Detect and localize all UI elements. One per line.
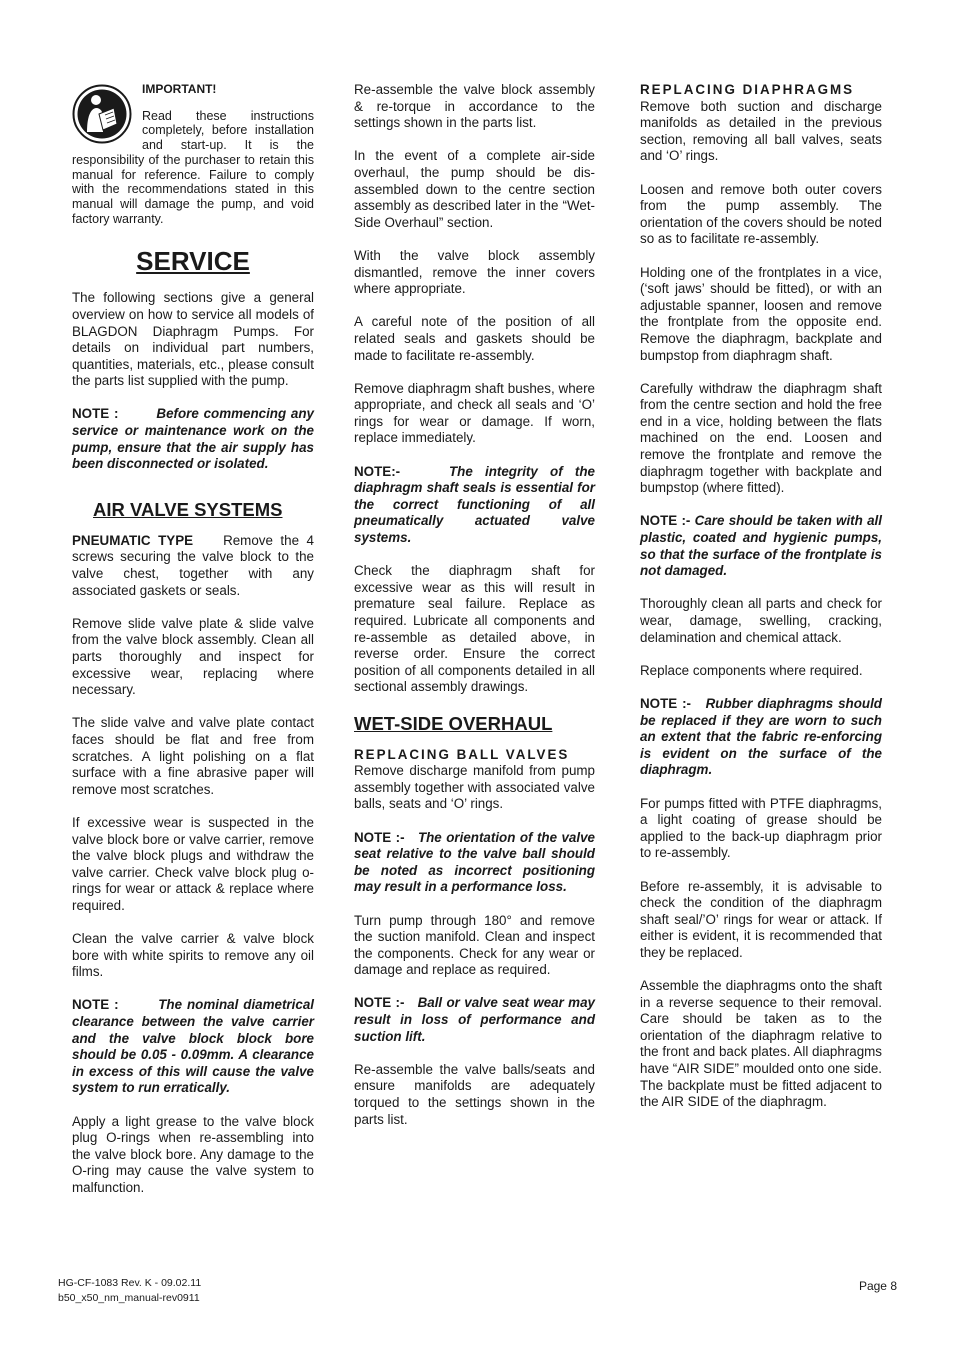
important-title: IMPORTANT!: [142, 82, 217, 96]
note-label: NOTE :: [72, 997, 119, 1013]
note-label: NOTE :-: [354, 829, 405, 845]
note-label: NOTE:-: [354, 463, 401, 479]
section-title-wet-side: WET-SIDE OVERHAUL: [354, 712, 553, 734]
column-middle: [354, 82, 595, 1145]
service-note: [72, 406, 314, 472]
diaphragms-p7: For pumps fitted with PTFE diaphragms, a light coating of grease should be applied to the back-up diaphragm prior to re-assembly.: [640, 795, 882, 861]
service-intro: The following sections give a general overview on how to service all models of BLAGDON Diaphragm Pumps. For details on individual part numbers, quantities, materials, etc., please consult the parts list supplied with the pump.: [72, 290, 314, 389]
air-valve-p7: Re-assemble the valve block assembly & re-torque in accordance to the settings shown in the parts list.: [354, 82, 595, 131]
read-manual-icon: [72, 84, 132, 144]
diaphragms-p3: Holding one of the frontplates in a vice, (‘soft jaws’ should be fitted), or with an adjustable spanner, loosen and remove the frontplate from the opposite end. Remove the diaphragm, backplate and bumpstop from diaphragm shaft.: [640, 264, 882, 363]
note-text: Rubber diaphragms should be replaced if they are worn to such an extent that the fabric re-enforcing is evident on the surface of the diaphragm.: [640, 695, 882, 778]
air-valve-p1: [72, 533, 314, 599]
note-label: NOTE :-: [354, 995, 405, 1011]
diaphragms-note2: [640, 696, 882, 779]
air-valve-p6: Apply a light grease to the valve block plug O-rings when re-assembling into the valve block bore. Any damage to the O-ring may cause the valve system to malfunction.: [72, 1113, 314, 1196]
diaphragms-p4: Carefully withdraw the diaphragm shaft from the centre section and hold the free end in a vice, holding between the flats machined on the end. Loosen and remove the frontplate and remove the diaphragm together with backplate and bumpstop (where fitted).: [640, 380, 882, 496]
wet-side-p1: [354, 747, 595, 813]
note-text: The orientation of the valve seat relative to the valve ball should be noted as incorrect positioning may result in a performance loss.: [354, 829, 595, 895]
replacing-ball-valves-label: REPLACING BALL VALVES: [354, 746, 570, 762]
air-valve-p2: Remove slide valve plate & slide valve from the valve block assembly. Clean all parts thoroughly and inspect for excessive wear, replacing where necessary.: [72, 615, 314, 698]
diaphragms-p2: Loosen and remove both outer covers from the pump assembly. The orientation of the covers should be noted so as to facilitate re-assembly.: [640, 181, 882, 247]
air-valve-p1-text: Remove the 4 screws securing the valve block to the valve chest, together with any associated gaskets or seals.: [72, 532, 314, 598]
note-label: NOTE :-: [640, 513, 691, 529]
diaphragms-p5: Thoroughly clean all parts and check for wear, damage, swelling, cracking, delamination and chemical attack.: [640, 596, 882, 645]
file-reference: b50_x50_nm_manual-rev0911: [58, 1292, 200, 1304]
wet-side-p3: Re-assemble the valve balls/seats and ensure manifolds are adequately torqued to the settings shown in the parts list.: [354, 1061, 595, 1127]
air-valve-note2: [354, 464, 595, 547]
note-text: The nominal diametrical clearance between the valve carrier and the valve block block bore should be 0.05 - 0.09mm. A clearance in excess of this will cause the valve system to run erratically.: [72, 997, 314, 1096]
important-text: Read these instructions completely, before installation and start-up. It is the responsibility of the purchaser to retain this manual for reference. Failure to comply with the recommendations stated in this manual will damage the pump, and void factory warranty.: [72, 108, 314, 226]
note-text: Before commencing any service or maintenance work on the pump, ensure that the air supply has been disconnected or isolated.: [72, 406, 314, 472]
doc-reference: HG-CF-1083 Rev. K - 09.02.11: [58, 1277, 202, 1289]
pneumatic-type-label: PNEUMATIC TYPE: [72, 532, 194, 548]
air-valve-note1: [72, 997, 314, 1097]
wet-side-p1-text: Remove discharge manifold from pump assembly together with associated valve balls, seats and ‘O’ rings.: [354, 763, 595, 812]
important-notice: [72, 82, 314, 226]
air-valve-p5: Clean the valve carrier & valve block bore with white spirits to remove any oil films.: [72, 931, 314, 980]
page-number: Page 8: [858, 1279, 897, 1293]
diaphragms-p1: [640, 82, 882, 165]
note-label: NOTE :-: [640, 695, 691, 711]
footer: [58, 1276, 201, 1306]
diaphragms-p1-text: Remove both suction and discharge manifolds as detailed in the previous section, removing all ball valves, seats and ‘O’ rings.: [640, 98, 882, 164]
note-text: Care should be taken with all plastic, coated and hygienic pumps, so that the surface of the frontplate is not damaged.: [640, 513, 882, 579]
wet-side-p2: Turn pump through 180° and remove the suction manifold. Clean and inspect the components. Check for any wear or damage and replace as required.: [354, 912, 595, 978]
note-text: The integrity of the diaphragm shaft seals is essential for the correct functioning of all pneumatically actuated valve systems.: [354, 463, 595, 546]
air-valve-p3: The slide valve and valve plate contact faces should be flat and free from scratches. A light polishing on a flat surface with a fine abrasive paper will remove most scratches.: [72, 715, 314, 797]
replacing-diaphragms-label: REPLACING DIAPHRAGMS: [640, 82, 855, 97]
air-valve-p9: With the valve block assembly dismantled, remove the inner covers where appropriate.: [354, 247, 595, 297]
wet-side-note2: [354, 995, 595, 1045]
diaphragms-p9: Assemble the diaphragms onto the shaft in a reverse sequence to their removal. Care should be taken as to the orientation of the diaphragm relative to the front and back plates. All diaphragms have “AIR SIDE” moulded onto one side. The backplate must be fitted adjacent to the AIR SIDE of the diaphragm.: [640, 978, 882, 1110]
air-valve-p8: In the event of a complete air-side overhaul, the pump should be dis-assembled down to the centre section assembly as described later in the “Wet-Side Overhaul” section.: [354, 148, 595, 230]
air-valve-p12: Check the diaphragm shaft for excessive wear as this will result in premature seal failure. Replace as required. Lubricate all components and re-assemble as detailed above, in reverse order. Ensure the correct position of all components detailed in all sectional assembly drawings.: [354, 563, 595, 695]
note-text: Ball or valve seat wear may result in loss of performance and suction lift.: [354, 995, 595, 1044]
air-valve-p11: Remove diaphragm shaft bushes, where appropriate, and check all seals and ‘O’ rings for wear or damage. If worn, replace immediately.: [354, 380, 595, 446]
diaphragms-p6: Replace components where required.: [640, 662, 863, 678]
wet-side-note1: [354, 830, 595, 896]
note-label: NOTE :: [72, 406, 119, 422]
column-left: [72, 82, 314, 1213]
diaphragms-note1: [640, 513, 882, 579]
diaphragms-p8: Before re-assembly, it is advisable to check the condition of the diaphragm shaft seal/’O’ rings for wear or attack. If either is evident, it is recommended that they be replaced.: [640, 878, 882, 960]
air-valve-p4: If excessive wear is suspected in the valve block bore or valve carrier, remove the valve block plugs and withdraw the valve carrier. Check valve block plug o-rings for wear or attack & replace where required.: [72, 814, 314, 913]
air-valve-p10: A careful note of the position of all related seals and gaskets should be made to facilitate re-assembly.: [354, 314, 595, 363]
section-title-air-valve: AIR VALVE SYSTEMS: [93, 498, 283, 520]
column-right: [640, 82, 882, 1127]
page-title: SERVICE: [136, 246, 250, 277]
